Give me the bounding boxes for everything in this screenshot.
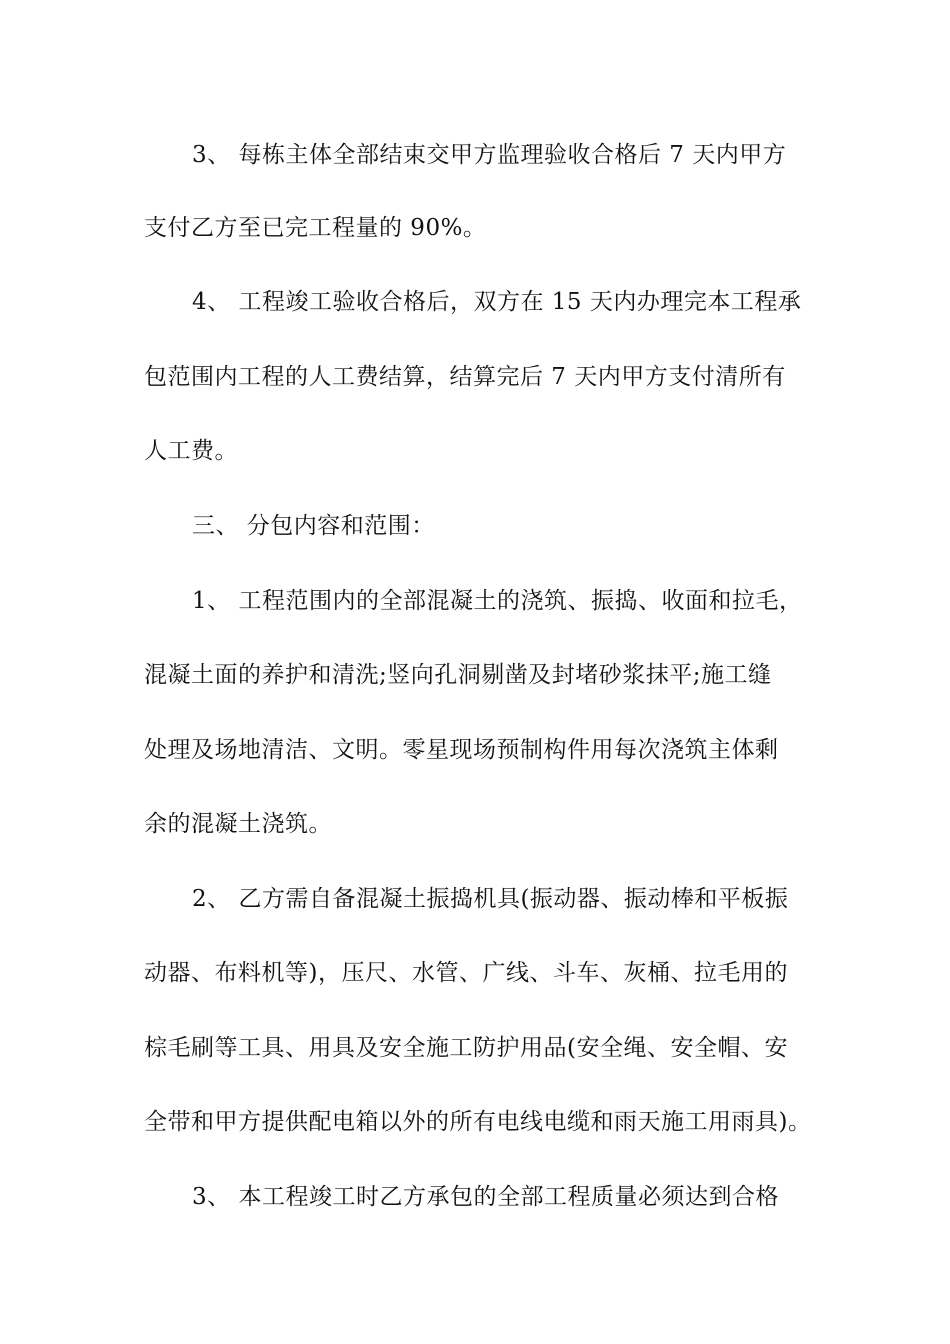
text-line: 处理及场地清洁、文明。零星现场预制构件用每次浇筑主体剩 <box>144 737 779 763</box>
text-line: 4、 工程竣工验收合格后，双方在 15 天内办理完本工程承 <box>192 289 802 315</box>
text-line: 余的混凝土浇筑。 <box>144 811 332 837</box>
section-heading: 三、 分包内容和范围： <box>192 513 435 539</box>
text-line: 支付乙方至已完工程量的 90%。 <box>144 215 487 241</box>
text-line: 包范围内工程的人工费结算，结算完后 7 天内甲方支付清所有 <box>144 364 786 390</box>
text-line: 动器、布料机等)，压尺、水管、广线、斗车、灰桶、拉毛用的 <box>144 960 788 986</box>
text-line: 2、 乙方需自备混凝土振捣机具(振动器、振动棒和平板振 <box>192 886 789 912</box>
text-line: 1、 工程范围内的全部混凝土的浇筑、振捣、收面和拉毛， <box>192 588 803 614</box>
text-line: 3、 每栋主体全部结束交甲方监理验收合格后 7 天内甲方 <box>192 142 787 168</box>
text-line: 3、 本工程竣工时乙方承包的全部工程质量必须达到合格 <box>192 1184 779 1210</box>
text-line: 棕毛刷等工具、用具及安全施工防护用品(安全绳、安全帽、安 <box>144 1035 788 1061</box>
text-line: 混凝土面的养护和清洗;竖向孔洞剔凿及封堵砂浆抹平;施工缝 <box>144 662 772 688</box>
text-line: 人工费。 <box>144 438 238 464</box>
text-line: 全带和甲方提供配电箱以外的所有电线电缆和雨天施工用雨具)。 <box>144 1109 812 1135</box>
